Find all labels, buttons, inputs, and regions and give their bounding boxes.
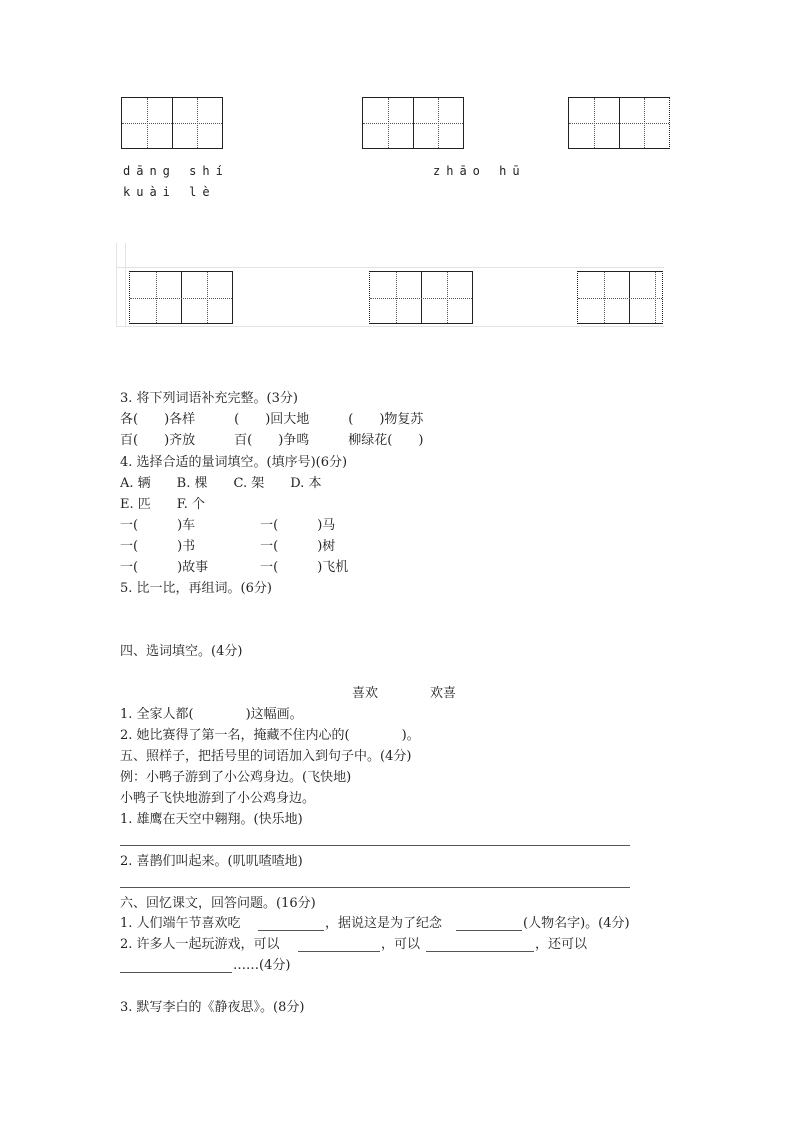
sec5-sentence-1: 1. 雄鹰在天空中翱翔。(快乐地) [120, 812, 303, 827]
frame-left-border-inner [125, 243, 126, 327]
blank-game-1[interactable] [298, 951, 380, 952]
pinyin-zhaohu: zhāo hū [433, 164, 526, 178]
q3-row2: 百( )齐放 百( )争鸣 柳绿花( ) [120, 433, 424, 448]
pinyin-dangshi: dāng shí [123, 164, 229, 178]
answer-line-2[interactable] [120, 887, 630, 888]
frame-bottom-border [116, 326, 664, 327]
sec6-q1-part1: 1. 人们端午节喜欢吃 [120, 916, 241, 931]
writing-box-4[interactable] [129, 271, 233, 324]
answer-line-1[interactable] [120, 845, 630, 846]
pinyin-kuaile: kuài lè [123, 185, 216, 199]
sec6-title: 六、回忆课文，回答问题。(16分) [120, 896, 316, 911]
q4-row2: 一( )书 一( )树 [120, 539, 336, 554]
frame-left-border [116, 243, 117, 327]
writing-box-5[interactable] [369, 271, 473, 324]
sec4-sentence-2: 2. 她比赛得了第一名，掩藏不住内心的( )。 [120, 728, 420, 743]
frame-top-border [116, 267, 664, 268]
q5-title: 5. 比一比，再组词。(6分) [120, 581, 272, 596]
sec6-q2-part2: ，可以 [381, 937, 421, 952]
sec6-q2-part3: ，还可以 [535, 937, 588, 952]
sec4-sentence-1: 1. 全家人都( )这幅画。 [120, 707, 303, 722]
blank-person[interactable] [456, 930, 522, 931]
sec6-q2-part1: 2. 许多人一起玩游戏，可以 [120, 937, 280, 952]
blank-food[interactable] [258, 930, 324, 931]
sec5-example: 例：小鸭子游到了小公鸡身边。(飞快地) [120, 770, 352, 785]
sec6-q2-part4: ……(4分) [233, 958, 291, 973]
blank-game-3[interactable] [120, 972, 232, 973]
sec4-word-choices: 喜欢 欢喜 [352, 686, 457, 701]
q4-row3: 一( )故事 一( )飞机 [120, 560, 349, 575]
q4-title: 4. 选择合适的量词填空。(填序号)(6分) [120, 455, 348, 470]
sec6-q1-part2: ，据说这是为了纪念 [325, 916, 443, 931]
q4-options-2: E. 匹 F. 个 [120, 497, 206, 512]
writing-box-6[interactable] [577, 271, 663, 324]
blank-game-2[interactable] [426, 951, 534, 952]
q4-row1: 一( )车 一( )马 [120, 518, 336, 533]
writing-box-1[interactable] [121, 97, 223, 149]
writing-box-3[interactable] [568, 97, 670, 149]
q3-title: 3. 将下列词语补充完整。(3分) [120, 391, 298, 406]
q3-row1: 各( )各样 ( )回大地 ( )物复苏 [120, 412, 424, 427]
sec6-q1-part3: (人物名字)。(4分) [523, 916, 630, 931]
sec6-q3: 3. 默写李白的《静夜思》。(8分) [120, 1000, 305, 1015]
writing-box-2[interactable] [362, 97, 464, 149]
q4-options-1: A. 辆 B. 棵 C. 架 D. 本 [120, 476, 322, 491]
sec5-example-answer: 小鸭子飞快地游到了小公鸡身边。 [120, 791, 316, 806]
sec4-title: 四、选词填空。(4分) [120, 644, 243, 659]
sec5-sentence-2: 2. 喜鹊们叫起来。(叽叽喳喳地) [120, 854, 303, 869]
sec5-title: 五、照样子，把括号里的词语加入到句子中。(4分) [120, 749, 412, 764]
